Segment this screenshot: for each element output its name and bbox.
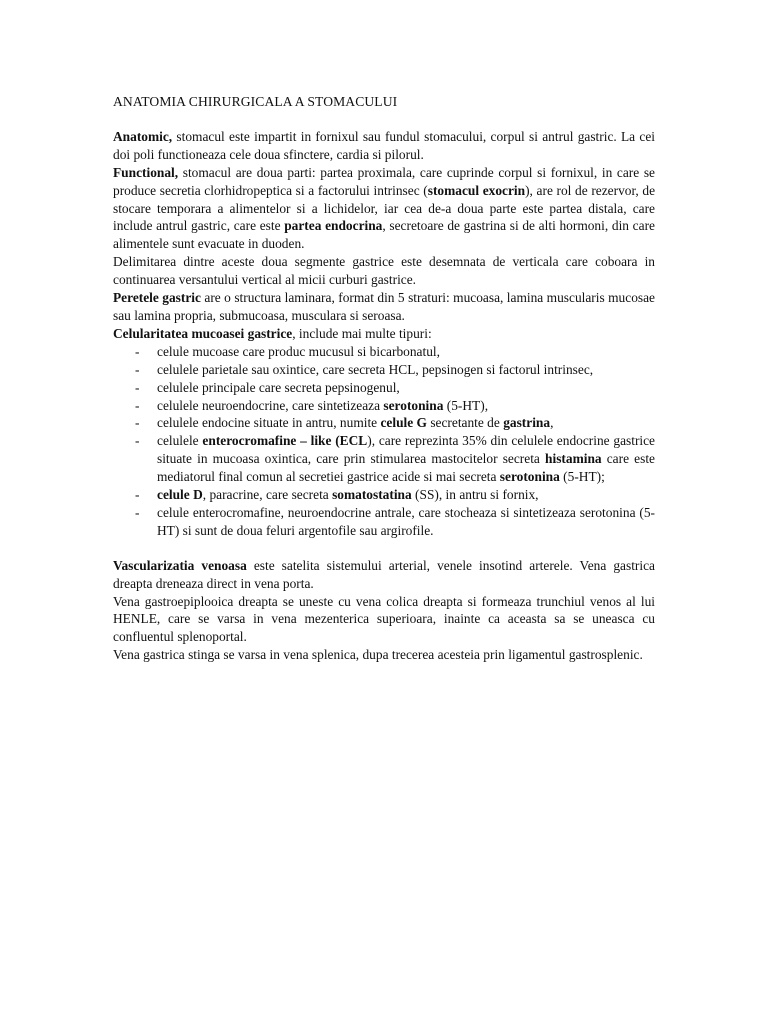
paragraph-peretele <box>113 289 655 325</box>
dash-bullet: - <box>135 504 140 520</box>
bold-term: partea endocrina <box>284 218 383 234</box>
list-item-text: ), care reprezinta 35% din celulele endocrine gastrice situate in mucoasa oxintica, care prin stimularea mastocitelor secreta <box>157 433 656 467</box>
document-page <box>113 93 655 664</box>
bold-term: Functional, <box>113 164 179 180</box>
list-item <box>113 414 655 432</box>
paragraph-text: stomacul este impartit in fornixul sau fundul stomacului, corpul si antrul gastric. La cei doi poli functioneaza cele doua sfinctere, cardia si pilorul. <box>113 128 655 162</box>
bold-term: stomacul exocrin <box>427 182 526 198</box>
dash-bullet: - <box>135 361 140 377</box>
dash-bullet: - <box>135 379 140 395</box>
list-item <box>113 486 655 504</box>
document-title: ANATOMIA CHIRURGICALA A STOMACULUI <box>113 94 398 109</box>
list-item <box>113 504 655 540</box>
list-item-text: celulele principale care secreta pepsinogenul, <box>157 379 400 395</box>
list-item-text: (5-HT); <box>559 469 605 485</box>
paragraph-anatomic <box>113 128 655 164</box>
paragraph-gastroepiplooica: Vena gastroepiplooica dreapta se uneste cu vena colica dreapta si formeaza trunchiul venos al lui HENLE, care se varsa in vena mezenterica superioara, inainte ca aceasta sa se uneasca cu confluentul splenoportal. <box>113 593 655 645</box>
paragraph-delimitare: Delimitarea dintre aceste doua segmente gastrice este desemnata de verticala care coboara in continuarea versantului vertical al micii curburi gastrice. <box>113 254 655 288</box>
bold-term: histamina <box>545 451 602 467</box>
list-item <box>113 379 655 397</box>
bold-term: serotonina <box>383 397 444 413</box>
list-item <box>113 397 655 415</box>
bold-term: Anatomic, <box>113 128 173 144</box>
cell-types-list <box>113 343 655 540</box>
bold-term: enterocromafine – like (ECL <box>202 433 368 449</box>
list-item <box>113 432 655 486</box>
dash-bullet: - <box>135 397 140 413</box>
list-item <box>113 343 655 361</box>
list-item-text: (SS), in antru si fornix, <box>411 487 539 503</box>
paragraph-gastrica-stinga: Vena gastrica stinga se varsa in vena splenica, dupa trecerea acesteia prin ligamentul gastrosplenic. <box>113 647 643 663</box>
dash-bullet: - <box>135 415 140 431</box>
paragraph-spacer <box>113 540 655 557</box>
bold-term: gastrina <box>503 415 551 431</box>
paragraph-text: stomacul are doua parti: partea proximala, care cuprinde corpul si fornixul, in care se produce secretia clorhidropeptica si a factorului intrinsec ( <box>113 164 655 198</box>
bold-term: Peretele gastric <box>113 290 201 306</box>
list-item-text: care este mediatorul final comun al secretiei gastrice acide si mai secreta <box>157 451 655 485</box>
paragraph-celularitate <box>113 325 655 343</box>
paragraph-vascularizatia <box>113 557 655 593</box>
dash-bullet: - <box>135 433 140 449</box>
list-item-text: celule mucoase care produc mucusul si bicarbonatul, <box>157 343 440 359</box>
dash-bullet: - <box>135 487 140 503</box>
bold-term: celule G <box>380 415 427 431</box>
list-item-text: , paracrine, care secreta <box>202 487 333 503</box>
list-item-text: , <box>550 415 554 431</box>
paragraph-functional <box>113 164 655 254</box>
paragraph-text: este satelita sistemului arterial, venele insotind arterele. Vena gastrica dreapta dreneaza direct in vena porta. <box>113 557 655 591</box>
paragraph-text: , include mai multe tipuri: <box>292 325 432 341</box>
paragraph-text: , secretoare de gastrina si de alti hormoni, din care alimentele sunt evacuate in duoden. <box>113 218 655 252</box>
bold-term: Celularitatea mucoasei gastrice <box>113 325 293 341</box>
list-item-text: celulele <box>157 433 203 449</box>
list-item-text: secretante de <box>426 415 504 431</box>
list-item-text: celule enterocromafine, neuroendocrine antrale, care stocheaza si sintetizeaza serotonina (5-HT) si sunt de doua feluri argentofile sau argirofile. <box>157 504 655 538</box>
bold-term: serotonina <box>499 469 560 485</box>
list-item-text: celulele parietale sau oxintice, care secreta HCL, pepsinogen si factorul intrinsec, <box>157 361 594 377</box>
bold-term: Vascularizatia venoasa <box>113 557 247 573</box>
paragraph-text: ), are rol de rezervor, de stocare temporara a alimentelor si a lichidelor, iar cea de-a doua parte este partea distala, care include antrul gastric, care este <box>113 182 656 234</box>
dash-bullet: - <box>135 343 140 359</box>
paragraph-text: are o structura laminara, format din 5 straturi: mucoasa, lamina muscularis mucosae sau lamina propria, submucoasa, musculara si seroasa. <box>113 290 655 323</box>
list-item-text: celulele endocine situate in antru, numite <box>157 415 381 431</box>
list-item <box>113 361 655 379</box>
list-item-text: celulele neuroendocrine, care sintetizeaza <box>157 397 384 413</box>
bold-term: somatostatina <box>332 487 412 503</box>
list-item-text: (5-HT), <box>443 397 489 413</box>
bold-term: celule D <box>157 487 203 503</box>
